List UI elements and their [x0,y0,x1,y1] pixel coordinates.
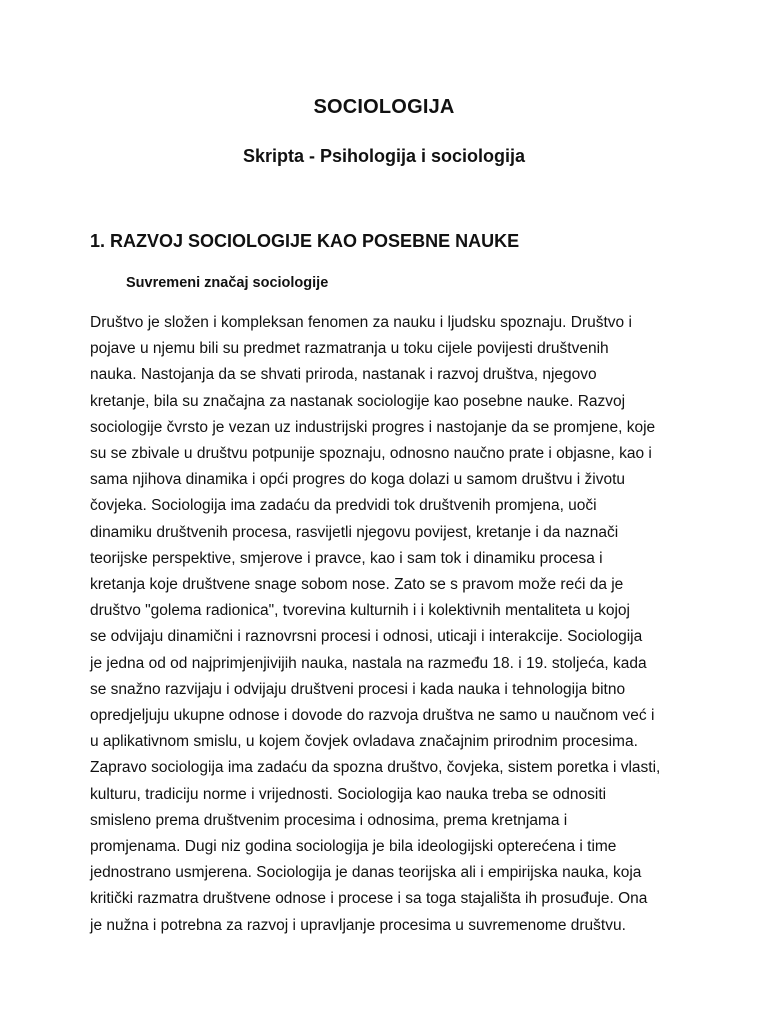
body-line: pojave u njemu bili su predmet razmatranja u toku cijele povijesti društvenih [90,340,609,358]
body-line: nauka. Nastojanja da se shvati priroda, nastanak i razvoj društva, njegovo [90,366,597,384]
body-line: kritički razmatra društvene odnose i procese i sa toga stajališta ih prosuđuje. Ona [90,890,648,908]
body-line: se snažno razvijaju i odvijaju društveni procesi i kada nauka i tehnologija bitno [90,680,626,698]
body-line: društvo "golema radionica", tvorevina kulturnih i i kolektivnih mentaliteta u kojoj [90,602,630,620]
body-line: čovjeka. Sociologija ima zadaću da predvidi tok društvenih promjena, uoči [90,497,597,515]
body-line: u aplikativnom smislu, u kojem čovjek ovladava značajnim prirodnim procesima. [90,733,638,751]
body-line: Zapravo sociologija ima zadaću da spozna društvo, čovjeka, sistem poretka i vlasti, [90,759,661,777]
body-line: kulturu, tradiciju norme i vrijednosti. Sociologija kao nauka treba se odnositi [90,785,607,803]
document-title: SOCIOLOGIJA [313,96,455,118]
body-line: se odvijaju dinamični i raznovrsni procesi i odnosi, uticaji i interakcije. Sociologija [90,628,643,646]
body-line: jednostrano usmjerena. Sociologija je danas teorijska ali i empirijska nauka, koja [90,864,642,882]
body-line: sama njihova dinamika i opći progres do koga dolazi u samom društvu i životu [90,471,626,489]
body-line: su se zbivale u društvu potpunije spoznaju, odnosno naučno prate i objasne, kao i [90,445,652,463]
body-line: kretanje, bila su značajna za nastanak sociologije kao posebne nauke. Razvoj [90,392,626,410]
body-line: sociologije čvrsto je vezan uz industrijski progres i nastojanje da se promjene, koje [90,418,656,436]
body-line: promjenama. Dugi niz godina sociologija je bila ideologijski opterećena i time [90,838,617,856]
body-line: smisleno prema društvenim procesima i odnosima, prema kretnjama i [90,811,568,829]
document-subtitle: Skripta - Psihologija i sociologija [242,146,526,166]
body-line: teorijske perspektive, smjerove i pravce, kao i sam tok i dinamiku procesa i [90,549,603,567]
body-line: kretanja koje društvene snage sobom nose. Zato se s pravom može reći da je [90,576,624,594]
body-line: je jedna od od najprimjenjivijih nauka, nastala na razmeđu 18. i 19. stoljeća, kada [90,654,647,672]
body-line: dinamiku društvenih procesa, rasvijetli njegovu povijest, kretanje i da naznači [90,523,619,541]
sub-heading: Suvremeni značaj sociologije [126,275,329,291]
section-heading: 1. RAZVOJ SOCIOLOGIJE KAO POSEBNE NAUKE [90,231,520,251]
body-paragraph [90,310,682,939]
body-line: opredjeljuju ukupne odnose i dovode do razvoja društva ne samo u naučnom već i [90,707,655,725]
body-line: je nužna i potrebna za razvoj i upravljanje procesima u suvremenome društvu. [90,916,626,934]
body-line: Društvo je složen i kompleksan fenomen za nauku i ljudsku spoznaju. Društvo i [90,314,632,331]
